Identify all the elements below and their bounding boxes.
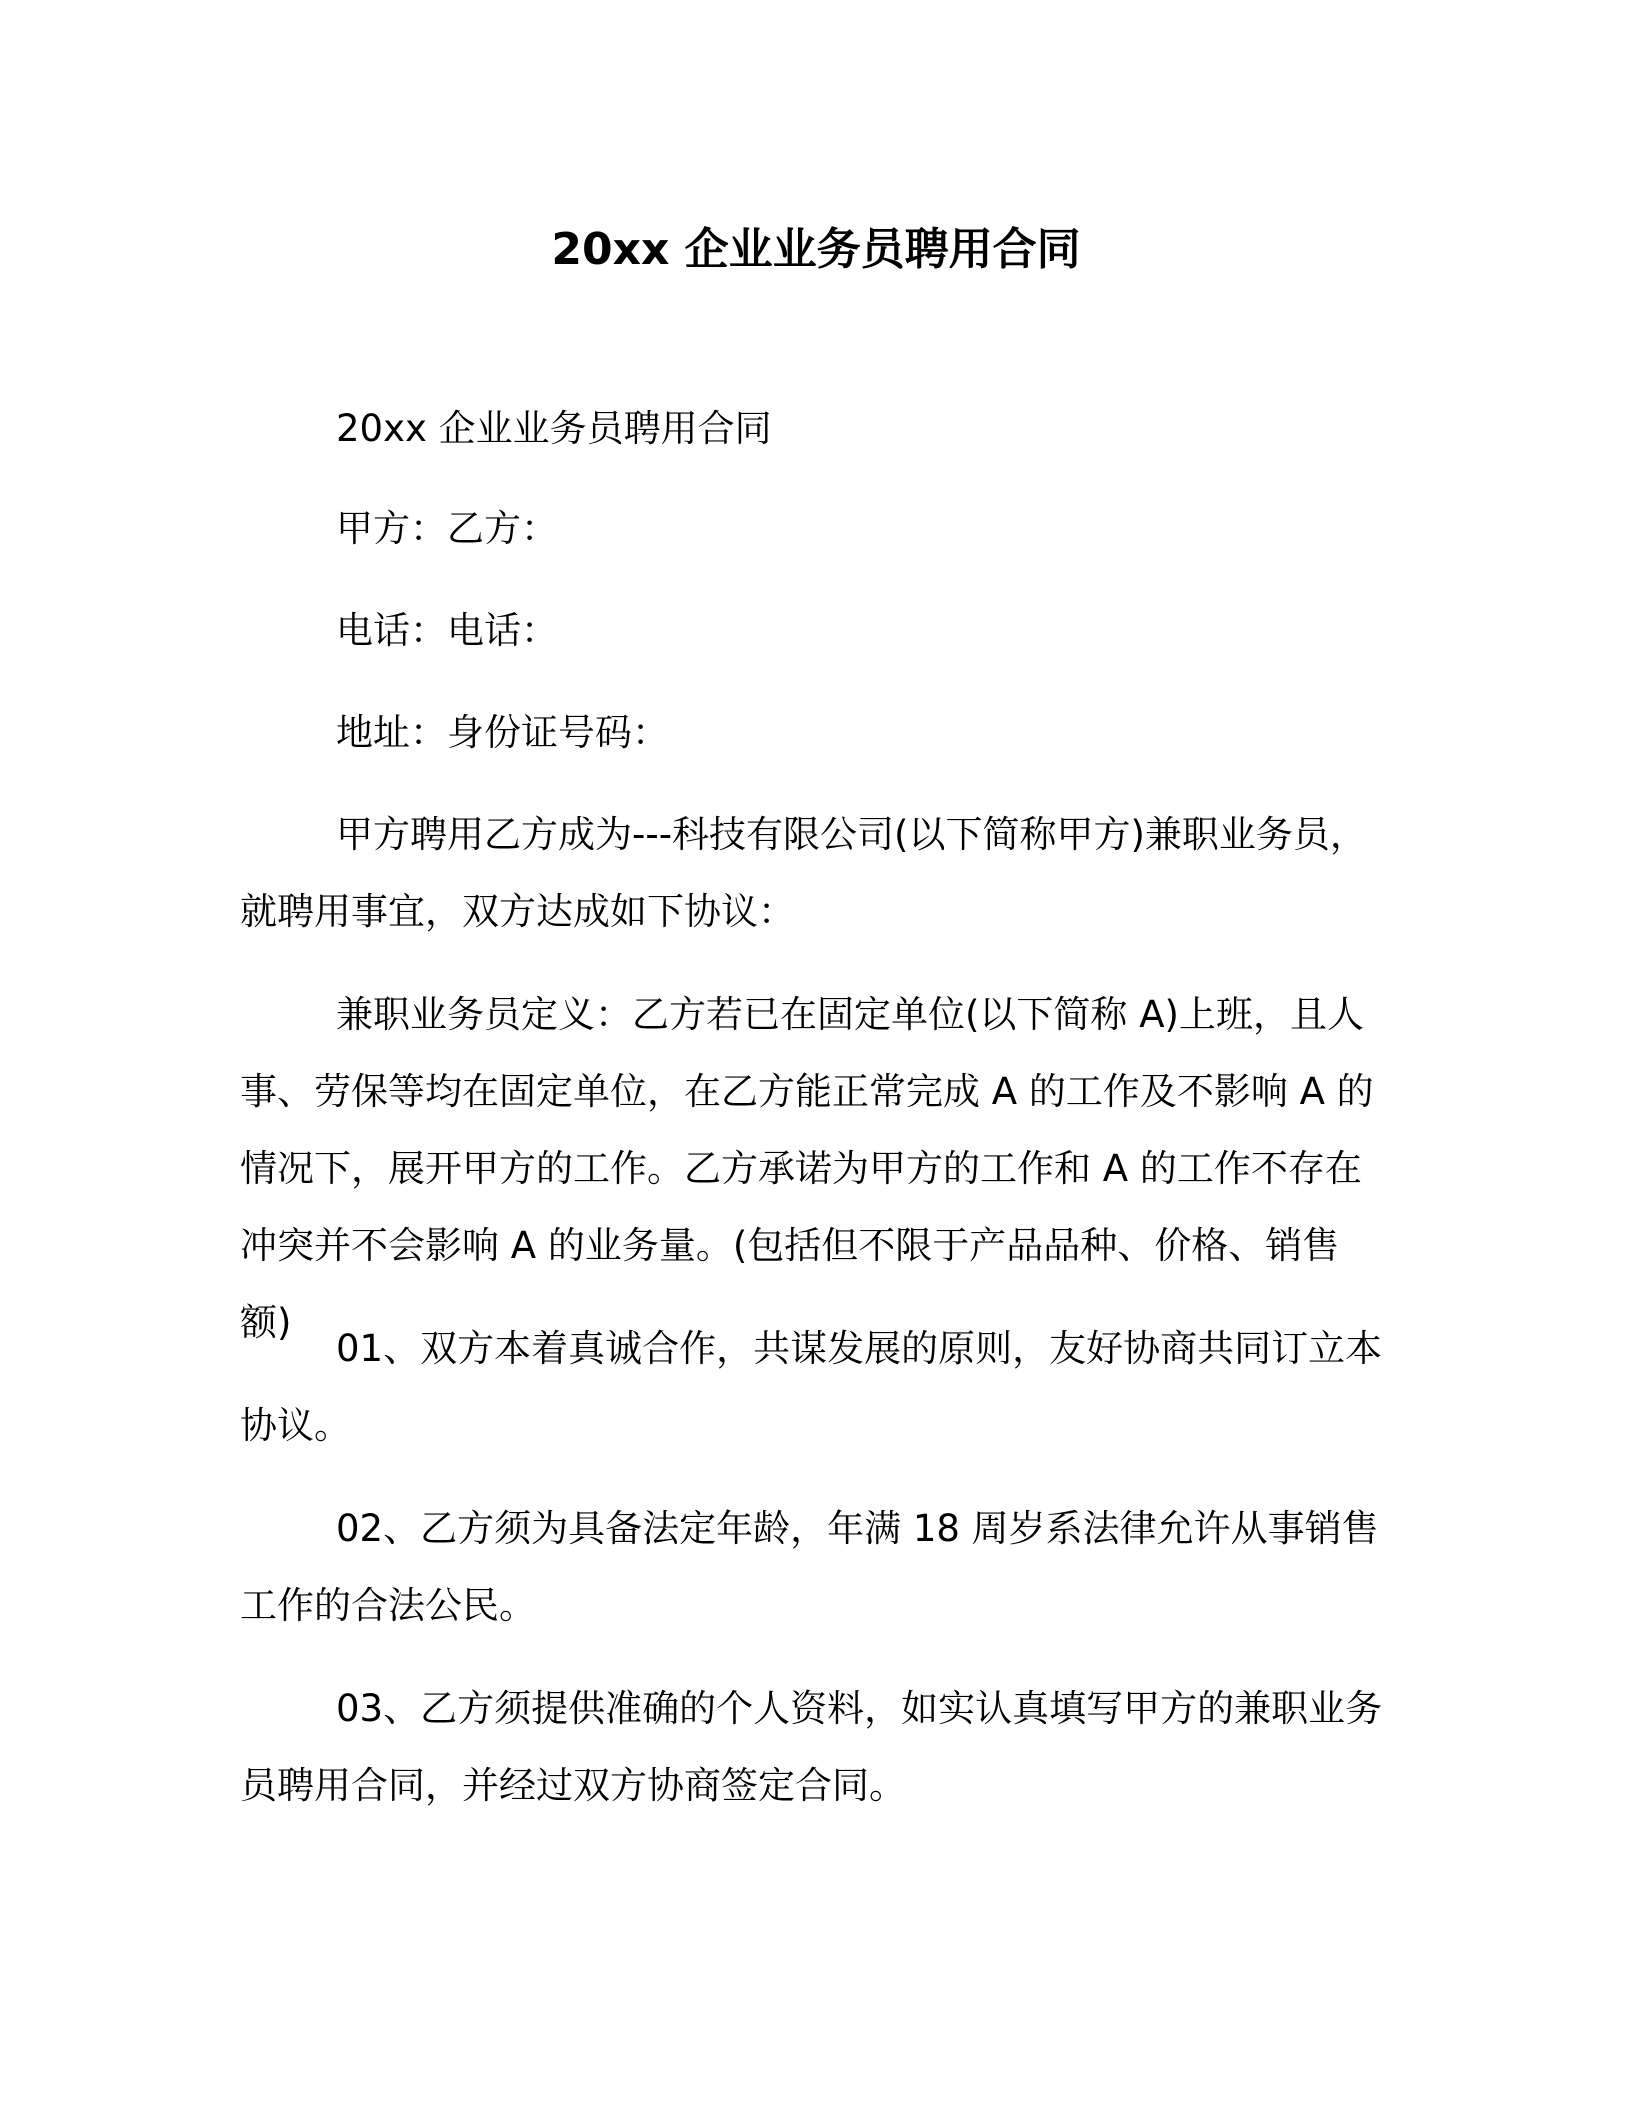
paragraph-clause-02: 02、乙方须为具备法定年龄，年满 18 周岁系法律允许从事销售工作的合法公民。 <box>240 1507 1379 1627</box>
paragraph-clause-03: 03、乙方须提供准确的个人资料，如实认真填写甲方的兼职业务员聘用合同，并经过双方协商签定合同。 <box>240 1687 1383 1807</box>
paragraph-address: 地址：身份证号码： <box>336 711 669 754</box>
paragraph-parties: 甲方：乙方： <box>336 507 558 550</box>
paragraph-definition: 兼职业务员定义：乙方若已在固定单位(以下简称 A)上班，且人事、劳保等均在固定单位，在乙方能正常完成 A 的工作及不影响 A 的情况下，展开甲方的工作。乙方承诺为甲方的工作和 A 的工作不存在冲突并不会影响 A 的业务量。(包括但不限于产品品种、价格、销售额) <box>240 993 1374 1344</box>
paragraph-intro: 甲方聘用乙方成为---科技有限公司(以下简称甲方)兼职业务员，就聘用事宜，双方达成如下协议： <box>240 813 1367 933</box>
paragraph-phone: 电话：电话： <box>336 609 558 652</box>
document-title: 20xx 企业业务员聘用合同 <box>551 224 1081 275</box>
paragraph-subtitle: 20xx 企业业务员聘用合同 <box>336 407 772 450</box>
paragraph-clause-01: 01、双方本着真诚合作，共谋发展的原则，友好协商共同订立本协议。 <box>240 1327 1383 1447</box>
